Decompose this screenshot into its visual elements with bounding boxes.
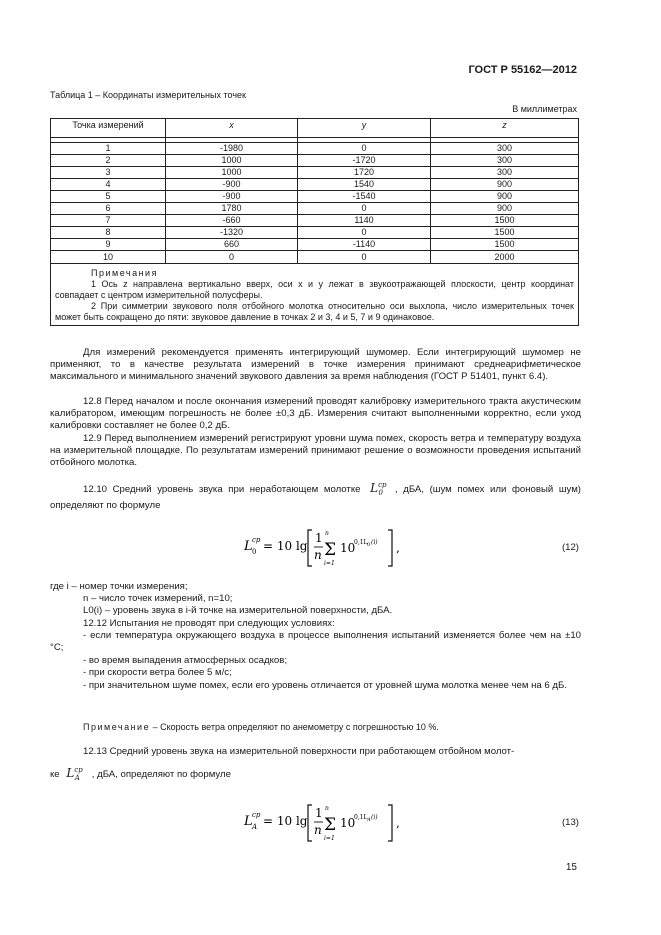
formula-12: [244, 526, 414, 570]
page-number: 15: [565, 862, 577, 873]
cell-y: 0: [298, 227, 431, 239]
table-caption: Таблица 1 – Координаты измерительных точек: [50, 90, 246, 100]
note-text: – Скорость ветра определяют по анемометру с погрешностью 10 %.: [150, 722, 439, 732]
cell-point: 7: [51, 215, 166, 227]
svg-text:(i): (i): [371, 539, 378, 546]
cell-y: 1540: [298, 179, 431, 191]
cell-point: 1: [51, 143, 166, 155]
equation-number-12: (12): [561, 542, 579, 553]
text-12-10-end: , дБА, (шум помех или фоновый шум) определяют по формуле: [50, 484, 581, 511]
paragraph-12-12: 12.12 Испытания не проводят при следующих условиях:: [83, 618, 335, 629]
cell-point: 4: [51, 179, 166, 191]
svg-text:0: 0: [367, 542, 371, 548]
paragraph-12-10: [50, 481, 581, 513]
note-item: 1 Ось z направлена вертикально вверх, оси x и y лежат в звукоотражающей плоскости, центр координат совпадает с центром измерительной полусферы.: [55, 279, 574, 300]
svg-text:= 10 lg: = 10 lg: [263, 539, 308, 553]
table-row: [51, 203, 579, 215]
svg-text:Σ: Σ: [324, 540, 337, 560]
cell-x: -1320: [166, 227, 298, 239]
table-body: [51, 138, 579, 326]
svg-text:Σ: Σ: [324, 815, 337, 835]
table-row: [51, 167, 579, 179]
table-units: В миллиметрах: [512, 104, 577, 114]
cell-point: 9: [51, 239, 166, 251]
svg-text:= 10 lg: = 10 lg: [263, 814, 308, 828]
svg-text:i=1: i=1: [324, 560, 335, 567]
cell-z: 1500: [431, 215, 579, 227]
paragraph-12-8: 12.8 Перед началом и после окончания измерений проводят калибровку измерительного тракта акустическим калибратором, имеющим погрешность не более ±0,3 дБ. Измерения считают выполненными корректно, если уход калибровки составляет не более 0,2 дБ.: [50, 396, 581, 432]
svg-text:L: L: [244, 539, 253, 554]
cell-z: 900: [431, 191, 579, 203]
condition-wind: - при скорости ветра более 5 м/с;: [83, 667, 232, 678]
symbol-LA-avg: $L^{ср}_A$: [66, 766, 83, 782]
svg-text:,: ,: [396, 816, 400, 830]
svg-text:(i): (i): [371, 814, 378, 821]
standard-number: ГОСТ Р 55162—2012: [468, 64, 577, 76]
cell-z: 300: [431, 167, 579, 179]
cell-point: 6: [51, 203, 166, 215]
table-row: [51, 215, 579, 227]
table-notes: [51, 264, 579, 326]
cell-point: 3: [51, 167, 166, 179]
where-L0: L0(i) – уровень звука в i-й точке на измерительной поверхности, дБА.: [83, 605, 393, 617]
cell-point: 10: [51, 251, 166, 264]
text-12-13-ke: ке: [50, 769, 60, 780]
formula-12-graphic: [244, 526, 414, 570]
svg-text:i=1: i=1: [324, 835, 335, 842]
header-point: Точка измерений: [51, 119, 166, 138]
table-row: [51, 155, 579, 167]
cell-point: 5: [51, 191, 166, 203]
header-y: y: [298, 119, 431, 138]
table-notes-row: [51, 264, 579, 326]
cell-x: -1980: [166, 143, 298, 155]
cell-y: 0: [298, 143, 431, 155]
cell-y: 1720: [298, 167, 431, 179]
cell-x: 1000: [166, 155, 298, 167]
cell-z: 300: [431, 155, 579, 167]
paragraph-12-13-cont: [50, 766, 581, 783]
cell-z: 2000: [431, 251, 579, 264]
svg-text:0,1L: 0,1L: [354, 539, 368, 546]
cell-point: 8: [51, 227, 166, 239]
svg-text:n: n: [314, 548, 322, 562]
cell-x: -660: [166, 215, 298, 227]
condition-noise: - при значительном шуме помех, если его уровень отличается от уровней шума молотка менее чем на 6 дБ.: [83, 680, 567, 691]
svg-text:cp: cp: [252, 811, 261, 819]
cell-z: 900: [431, 203, 579, 215]
cell-y: -1540: [298, 191, 431, 203]
svg-text:L: L: [244, 814, 253, 829]
svg-text:A: A: [367, 817, 371, 823]
table-row: [51, 239, 579, 251]
coordinates-table: [50, 118, 579, 326]
where-n: n – число точек измерений, n=10;: [83, 593, 233, 605]
svg-text:A: A: [252, 823, 258, 831]
note-label: Примечание: [83, 722, 151, 732]
equation-number-13: (13): [561, 817, 579, 828]
formula-13: [244, 801, 414, 845]
cell-x: 1000: [166, 167, 298, 179]
cell-y: -1140: [298, 239, 431, 251]
cell-y: 1140: [298, 215, 431, 227]
cell-y: 0: [298, 203, 431, 215]
table-row: [51, 191, 579, 203]
formula-13-graphic: [244, 801, 414, 845]
condition-precipitation: - во время выпадения атмосферных осадков;: [83, 655, 287, 666]
paragraph-12-9: 12.9 Перед выполнением измерений регистрируют уровни шума помех, скорость ветра и температуру воздуха на измерительной площадке. По результатам измерений принимают решение о возможности проведения испытаний отбойного молотка.: [50, 433, 581, 469]
notes-title: Примечания: [91, 268, 158, 278]
cell-z: 900: [431, 179, 579, 191]
text-12-10-start: 12.10 Средний уровень звука при неработающем молотке: [83, 484, 361, 495]
symbol-L0-avg: $L^{ср}_0$: [370, 481, 387, 497]
svg-text:cp: cp: [252, 536, 261, 544]
table-row: [51, 143, 579, 155]
table-row: [51, 227, 579, 239]
svg-text:n: n: [325, 530, 329, 537]
where-block: [50, 581, 581, 618]
svg-text:1: 1: [315, 806, 323, 820]
table-row: [51, 251, 579, 264]
header-z: z: [431, 119, 579, 138]
svg-text:,: ,: [396, 541, 400, 555]
note-wind-speed: [50, 721, 581, 733]
cell-z: 300: [431, 143, 579, 155]
cell-y: 0: [298, 251, 431, 264]
cell-point: 2: [51, 155, 166, 167]
table-row: [51, 179, 579, 191]
cell-z: 1500: [431, 239, 579, 251]
svg-text:10: 10: [340, 816, 356, 830]
cell-x: 660: [166, 239, 298, 251]
svg-text:10: 10: [340, 541, 356, 555]
cell-x: 1780: [166, 203, 298, 215]
where-i: где i – номер точки измерения;: [50, 581, 188, 592]
svg-text:n: n: [314, 823, 322, 837]
header-x: x: [166, 119, 298, 138]
paragraph-12-13: 12.13 Средний уровень звука на измерительной поверхности при работающем отбойном молот-: [83, 746, 515, 757]
cell-z: 1500: [431, 227, 579, 239]
svg-text:1: 1: [315, 531, 323, 545]
paragraph-integrating-meter: Для измерений рекомендуется применять интегрирующий шумомер. Если интегрирующий шумомер не применяют, то в качестве результата измерений в точке измерения принимают среднеарифметическое максимального и минимального значений звукового давления за время наблюдения (ГОСТ Р 51401, пункт 6.4).: [50, 347, 581, 383]
svg-text:0: 0: [252, 548, 257, 556]
cell-x: -900: [166, 179, 298, 191]
cell-y: -1720: [298, 155, 431, 167]
svg-text:n: n: [325, 805, 329, 812]
cell-x: 0: [166, 251, 298, 264]
cell-x: -900: [166, 191, 298, 203]
table-header-row: [51, 119, 579, 138]
text-12-13-end: , дБА, определяют по формуле: [91, 769, 231, 780]
svg-text:0,1L: 0,1L: [354, 814, 368, 821]
note-item: 2 При симметрии звукового поля отбойного молотка относительно оси выхлопа, число измерительных точек может быть сокращено до пяти: звуковое давление в точках 2 и 3, 4 и 5, 7 и 9 одинаковое.: [55, 301, 574, 322]
condition-temperature: - если температура окружающего воздуха в процессе выполнения испытаний изменяется более чем на ±10 °С;: [50, 630, 581, 654]
